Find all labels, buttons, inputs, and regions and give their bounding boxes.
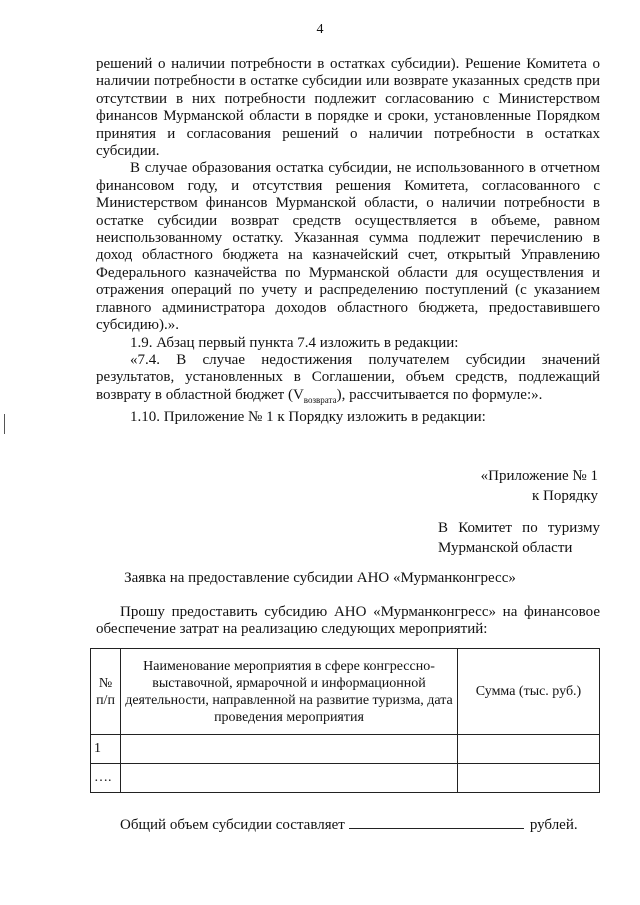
table-row (91, 735, 600, 764)
addressee-line: Мурманской области (438, 540, 573, 556)
cell-amount[interactable] (458, 764, 600, 793)
text-line: субсидию).». (96, 317, 179, 334)
total-subsidy-line (120, 814, 578, 834)
text-line (96, 387, 600, 409)
text-line: главного администратора доходов областного бюджета, предоставившего (96, 299, 600, 316)
text-line: Министерством финансов Мурманской области, о наличии потребности в (96, 195, 600, 212)
paragraph-subsidy-return (96, 160, 600, 334)
text-line: наличии потребности в остатке субсидии или возврате указанных средств при (96, 73, 600, 90)
total-amount-blank[interactable] (349, 814, 524, 829)
text-line: «7.4. В случае недостижения получателем субсидии значений (130, 351, 600, 368)
document-body (96, 56, 600, 427)
text-line: доход областного бюджета на казначейский счет, открытый Управлению (96, 247, 600, 264)
cell-event-name[interactable] (121, 764, 458, 793)
text-line: принятия и согласования решений о наличии потребности в остатках (96, 125, 600, 142)
text-line: Федерального казначейства по Мурманской области для осуществления и (96, 264, 600, 281)
text-line: остатке субсидии возврат средств осуществляется в объеме, равном (96, 212, 600, 229)
table-header-row (91, 649, 600, 735)
text-line: результатов, установленных в Соглашении, объем средств, подлежащий (96, 369, 600, 386)
text-line: финансов Мурманской области в порядке и сроки, установленные Порядком (96, 108, 600, 125)
addressee (438, 518, 600, 558)
paragraph-item-1-9: 1.9. Абзац первый пункта 7.4 изложить в редакции: (130, 334, 459, 351)
cell-number: 1 (91, 735, 121, 764)
table-row (91, 764, 600, 793)
header-event-name: Наименование мероприятия в сфере конгрессно-выставочной, ярмарочной и информационной деятельности, направленной на развитие туризма, дата проведения мероприятия (121, 649, 458, 735)
text-line: В случае образования остатка субсидии, не использованного в отчетном (130, 160, 600, 177)
paragraph-item-1-10: 1.10. Приложение № 1 к Порядку изложить в редакции: (130, 409, 486, 426)
total-label: Общий объем субсидии составляет (120, 817, 345, 833)
text-line: отсутствии в них потребности подлежит согласованию с Министерством (96, 90, 600, 107)
header-amount: Сумма (тыс. руб.) (458, 649, 600, 735)
addressee-line: В Комитет по туризму (438, 520, 600, 536)
events-table (90, 648, 600, 793)
text-line: решений о наличии потребности в остатках субсидии). Решение Комитета о (96, 56, 600, 72)
cell-event-name[interactable] (121, 735, 458, 764)
request-title: Заявка на предоставление субсидии АНО «Мурманконгресс» (124, 570, 516, 586)
appendix-line: к Порядку (532, 488, 598, 504)
header-number: № п/п (91, 649, 121, 735)
request-text (96, 604, 600, 639)
appendix-line: «Приложение № 1 (480, 468, 598, 484)
text-line: финансовом году, и отсутствия решения Комитета, согласованного с (96, 177, 600, 194)
margin-mark (4, 414, 5, 434)
cell-amount[interactable] (458, 735, 600, 764)
text-line: неиспользованному остатку. Указанная сумма подлежит перечислению в (96, 230, 600, 247)
text-line: субсидии. (96, 143, 160, 160)
paragraph-item-7-4 (96, 352, 600, 409)
text-fragment: возврату в областной бюджет (V (96, 386, 304, 403)
text-line: Прошу предоставить субсидию АНО «Мурманконгресс» на финансовое (120, 604, 600, 620)
paragraph-subsidy-balance-decision (96, 56, 600, 160)
request-paragraph (96, 604, 600, 639)
appendix-reference (481, 466, 598, 506)
text-line: отражения операций по учету и распределению поступлений (с указанием (96, 282, 600, 299)
text-line: обеспечение затрат на реализацию следующих мероприятий: (96, 621, 488, 638)
formula-subscript: возврата (303, 394, 337, 405)
text-fragment: ), рассчитывается по формуле:». (336, 386, 543, 403)
page-number: 4 (316, 22, 324, 37)
cell-number: …. (91, 764, 121, 793)
total-unit: рублей. (529, 817, 578, 833)
